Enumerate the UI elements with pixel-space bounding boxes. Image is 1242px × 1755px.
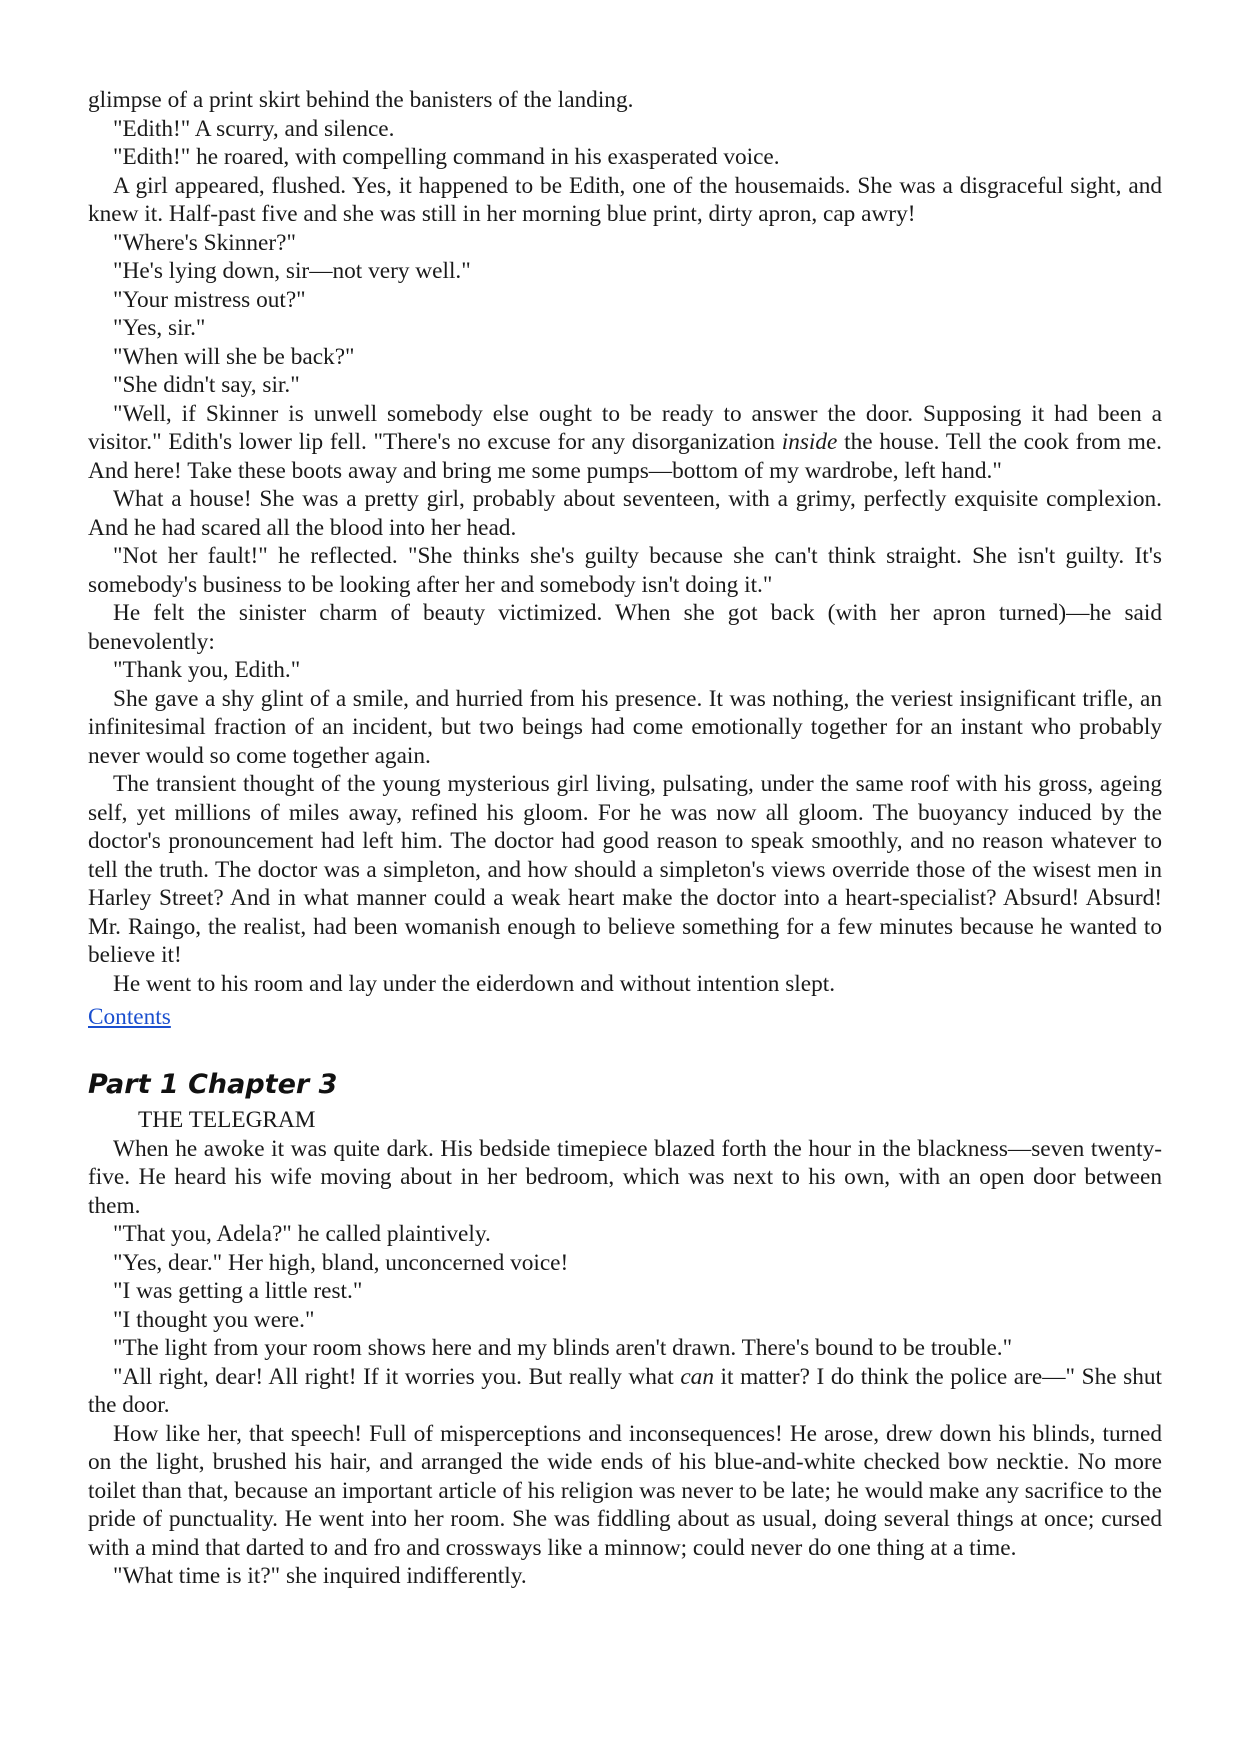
paragraph: "Yes, dear." Her high, bland, unconcerned voice! <box>113 1249 569 1276</box>
contents-link[interactable]: Contents <box>88 1004 171 1030</box>
text-run: "Well, if Skinner is unwell somebody else ought to be ready to answer the door. Supposing it had been a visitor." Edith's lower lip fell. "There's no excuse for any disorganization <box>88 400 1162 455</box>
contents-link-row <box>88 1003 1162 1031</box>
chapter-heading: Part 1 Chapter 3 <box>88 1069 338 1100</box>
emphasis-text: inside <box>781 429 838 455</box>
paragraph: glimpse of a print skirt behind the banisters of the landing. <box>88 87 634 113</box>
paragraph: "The light from your room shows here and my blinds aren't drawn. There's bound to be trouble." <box>113 1335 1013 1361</box>
paragraph: A girl appeared, flushed. Yes, it happened to be Edith, one of the housemaids. She was a disgraceful sight, and knew it. Half-past five and she was still in her morning blue print, dirty apron, cap awry! <box>88 172 1162 227</box>
text-run: the house. Tell the cook from me. And here! Take these boots away and bring me some pumps—bottom of my wardrobe, left hand." <box>88 429 1162 484</box>
paragraph: How like her, that speech! Full of misperceptions and inconsequences! He arose, drew down his blinds, turned on the light, brushed his hair, and arranged the wide ends of his blue-and-white checked bow necktie. No more toilet than that, because an important article of his religion was never to be late; he would make any sacrifice to the pride of punctuality. He went into her room. She was fiddling about as usual, doing several things at once; cursed with a mind that darted to and fro and crossways like a minnow; could never do one thing at a time. <box>88 1420 1162 1561</box>
paragraph: She gave a shy glint of a smile, and hurried from his presence. It was nothing, the veriest insignificant trifle, an infinitesimal fraction of an incident, but two beings had come emotionally together for an instant who probably never would so come together again. <box>88 685 1162 769</box>
paragraph: "She didn't say, sir." <box>113 372 300 398</box>
paragraph: "I was getting a little rest." <box>113 1278 363 1304</box>
text-run: "All right, dear! All right! If it worries you. But really what <box>113 1363 681 1390</box>
paragraph: What a house! She was a pretty girl, probably about seventeen, with a grimy, perfectly exquisite complexion. And he had scared all the blood into her head. <box>88 486 1162 541</box>
paragraph: "Not her fault!" he reflected. "She thinks she's guilty because she can't think straight. She isn't guilty. It's somebody's business to be looking after her and somebody isn't doing it." <box>88 543 1162 598</box>
paragraph: "Your mistress out?" <box>113 286 306 313</box>
paragraph <box>88 400 1162 486</box>
paragraph: "That you, Adela?" he called plaintively. <box>113 1221 491 1247</box>
paragraph: "What time is it?" she inquired indifferently. <box>113 1563 527 1589</box>
paragraph: "When will she be back?" <box>113 343 355 370</box>
paragraph: "Thank you, Edith." <box>113 657 301 683</box>
paragraph: "Yes, sir." <box>113 315 206 341</box>
emphasis-text: can <box>680 1363 714 1390</box>
paragraph: He felt the sinister charm of beauty victimized. When she got back (with her apron turned)—he said benevolently: <box>88 600 1162 655</box>
paragraph: "Where's Skinner?" <box>113 229 296 256</box>
text-run: it matter? I do think the police are—" She shut the door. <box>88 1363 1162 1418</box>
paragraph: "I thought you were." <box>113 1306 315 1333</box>
paragraph <box>88 1363 1162 1420</box>
paragraph: "He's lying down, sir—not very well." <box>113 258 471 284</box>
paragraph: When he awoke it was quite dark. His bedside timepiece blazed forth the hour in the blackness—seven twenty-five. He heard his wife moving about in her bedroom, which was next to his own, with an open door between them. <box>88 1135 1162 1219</box>
chapter-subtitle: THE TELEGRAM <box>138 1107 316 1133</box>
paragraph: "Edith!" he roared, with compelling command in his exasperated voice. <box>113 144 780 170</box>
paragraph: The transient thought of the young mysterious girl living, pulsating, under the same roof with his gross, ageing self, yet millions of miles away, refined his gloom. For he was now all gloom. The buoyancy induced by the doctor's pronouncement had left him. The doctor had good reason to speak smoothly, and no reason whatever to tell the truth. The doctor was a simpleton, and how should a simpleton's views override those of the wisest men in Harley Street? And in what manner could a weak heart make the doctor into a heart-specialist? Absurd! Absurd! Mr. Raingo, the realist, had been womanish enough to believe something for a few minutes because he wanted to believe it! <box>88 771 1162 968</box>
paragraph: "Edith!" A scurry, and silence. <box>113 115 395 142</box>
paragraph: He went to his room and lay under the eiderdown and without intention slept. <box>113 970 836 997</box>
